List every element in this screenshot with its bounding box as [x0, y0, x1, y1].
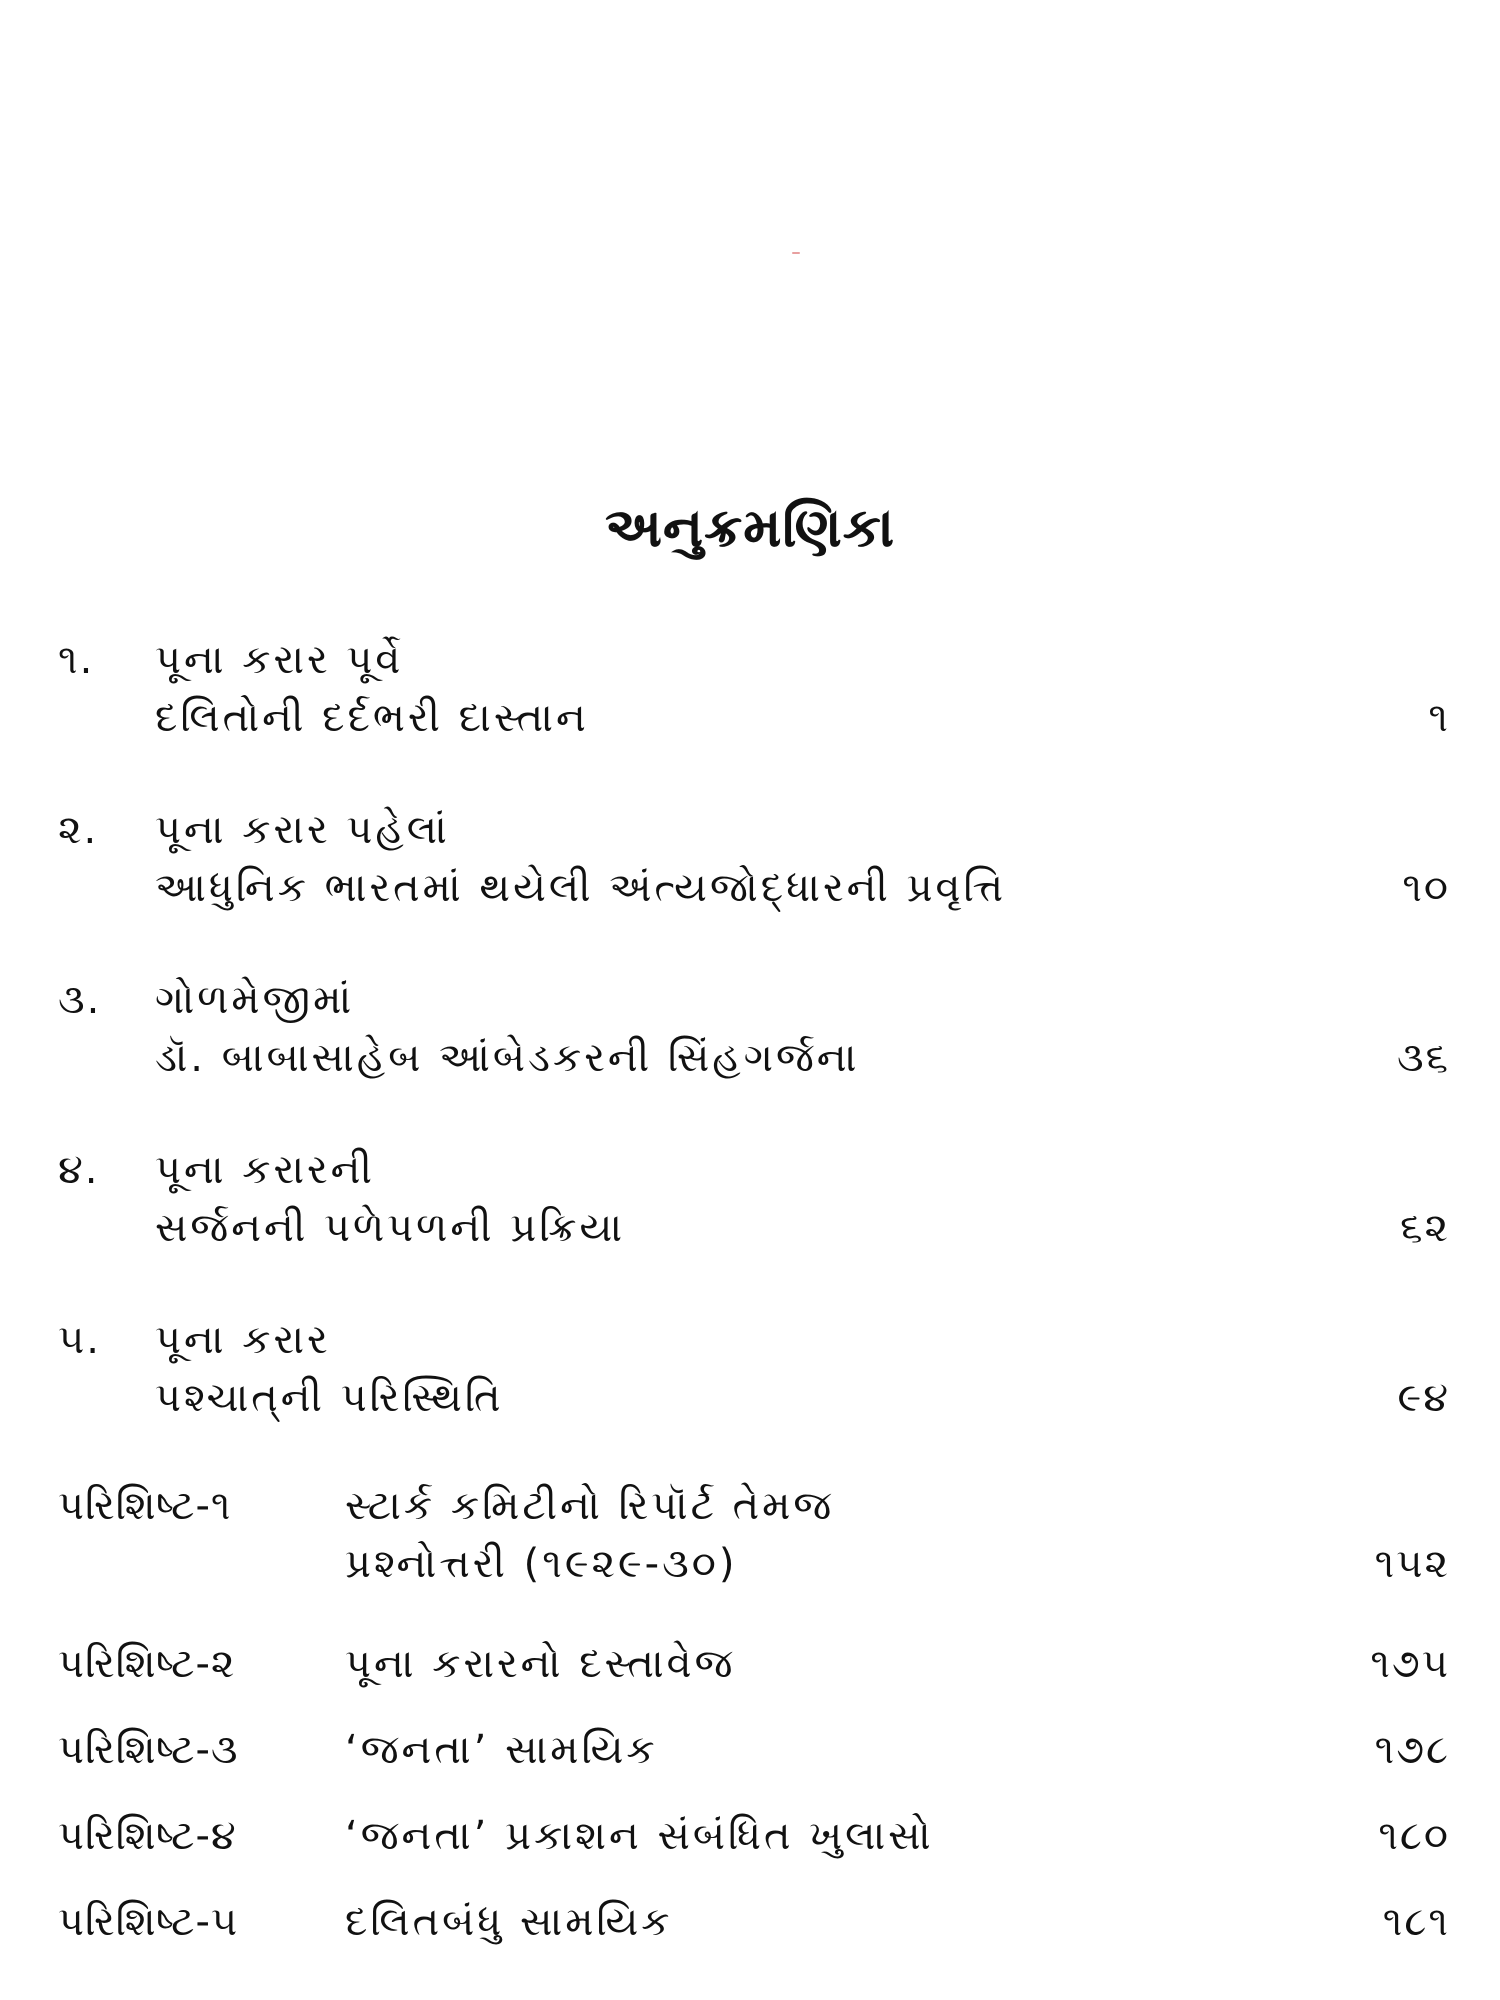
- chapter-number: ૪.: [58, 1147, 100, 1193]
- appendix-title: ‘જનતા’ પ્રકાશન સંબંધિત ખુલાસો: [345, 1813, 934, 1859]
- chapter-entry-1: [0, 632, 1500, 752]
- chapter-page-number: ૧૦: [1402, 865, 1450, 911]
- chapter-entry-2: [0, 802, 1500, 922]
- chapter-subtitle: પશ્ચાત્‌ની પરિસ્થિતિ: [155, 1375, 504, 1421]
- appendix-label: પરિશિષ્ટ-૧: [58, 1483, 232, 1529]
- chapter-entry-4: [0, 1142, 1500, 1262]
- appendix-title: સ્ટાર્ક કમિટીનો રિપૉર્ટ તેમજ: [345, 1483, 835, 1529]
- appendix-label: પરિશિષ્ટ-૫: [58, 1899, 239, 1945]
- appendix-page-number: ૧૮૦: [1378, 1813, 1450, 1859]
- chapter-page-number: ૩૬: [1396, 1035, 1450, 1081]
- chapter-number: ૨.: [58, 807, 99, 853]
- appendix-page-number: ૧૫૨: [1374, 1541, 1450, 1587]
- page-title: અનુક્રમણિકા: [604, 496, 896, 559]
- appendix-subtitle: પ્રશ્નોત્તરી (૧૯૨૯-૩૦): [345, 1541, 738, 1587]
- appendix-title: પૂના કરારનો દસ્તાવેજ: [345, 1641, 736, 1687]
- chapter-subtitle: ડૉ. બાબાસાહેબ આંબેડકરની સિંહગર્જના: [155, 1035, 860, 1081]
- chapter-title: પૂના કરારની: [155, 1147, 375, 1193]
- appendix-title: દલિતબંધુ સામયિક: [345, 1899, 673, 1945]
- appendix-title: ‘જનતા’ સામયિક: [345, 1727, 658, 1773]
- chapter-page-number: ૬૨: [1400, 1205, 1450, 1251]
- chapter-title: ગોળમેજીમાં: [155, 977, 355, 1023]
- appendix-page-number: ૧૮૧: [1382, 1899, 1450, 1945]
- chapter-entry-5: [0, 1312, 1500, 1432]
- appendix-page-number: ૧૭૫: [1370, 1641, 1450, 1687]
- appendix-label: પરિશિષ્ટ-૨: [58, 1641, 236, 1687]
- chapter-title: પૂના કરાર પહેલાં: [155, 807, 450, 853]
- chapter-entry-3: [0, 972, 1500, 1092]
- chapter-subtitle: સર્જનની પળેપળની પ્રક્રિયા: [155, 1205, 626, 1251]
- chapter-number: ૫.: [58, 1317, 101, 1363]
- print-speck: [792, 252, 800, 254]
- chapter-page-number: ૯૪: [1397, 1375, 1450, 1421]
- chapter-title: પૂના કરાર: [155, 1317, 331, 1363]
- chapter-number: ૩.: [58, 977, 102, 1023]
- chapter-subtitle: દલિતોની દર્દભરી દાસ્તાન: [155, 695, 589, 741]
- chapter-subtitle: આધુનિક ભારતમાં થયેલી અંત્યજોદ્ધારની પ્રવૃત્તિ: [155, 865, 1007, 911]
- chapter-title: પૂના કરાર પૂર્વે: [155, 637, 404, 683]
- chapter-number: ૧.: [58, 637, 95, 683]
- appendix-page-number: ૧૭૮: [1374, 1727, 1450, 1773]
- chapter-page-number: ૧: [1428, 695, 1450, 741]
- appendix-label: પરિશિષ્ટ-૩: [58, 1727, 239, 1773]
- appendix-label: પરિશિષ્ટ-૪: [58, 1813, 237, 1859]
